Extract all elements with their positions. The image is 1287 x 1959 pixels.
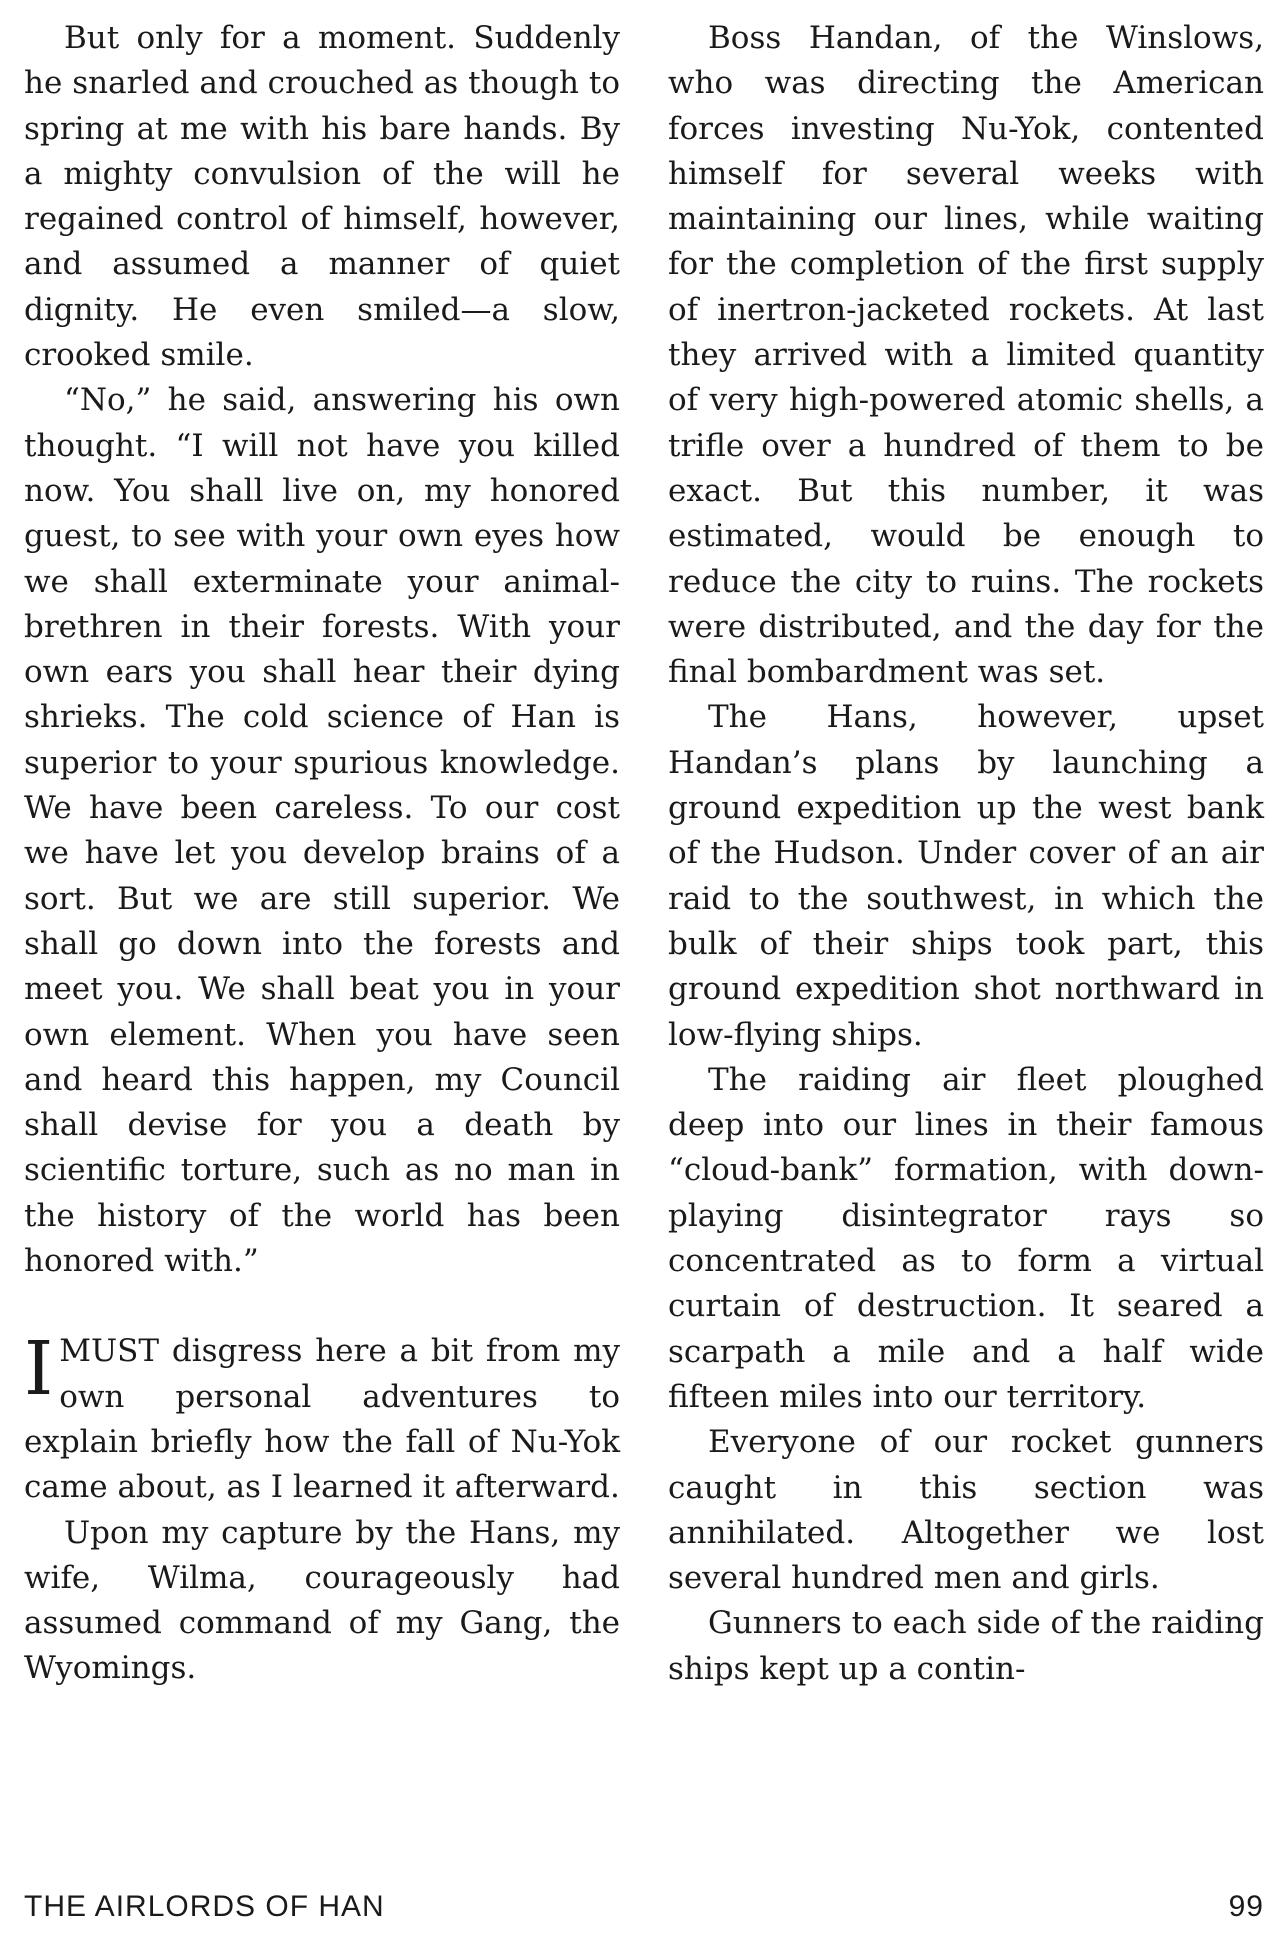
paragraph: The Hans, however, upset Handan’s plans by launching a ground expedition up the west bank of the Hudson. Under cover of an air raid to the southwest, in which the bulk of their ships took part, this ground expedition shot northward in low-flying ships. — [668, 699, 1264, 1053]
paragraph: Boss Handan, of the Winslows, who was directing the American forces investing Nu-Yok, contented himself for several weeks with maintaining our lines, while waiting for the completion of the first supply of inertron-jacketed rockets. At last they arrived with a limited quantity of very high-powered atomic shells, a trifle over a hundred of them to be exact. But this number, it was estimated, would be enough to reduce the city to ruins. The rockets were distributed, and the day for the final bombardment was set. — [668, 20, 1264, 691]
page-footer — [24, 1890, 1264, 1936]
paragraph-text: MUST disgress here a bit from my own personal adventures to explain briefly how the fall of Nu-Yok came about, as I learned it afterward. — [24, 1333, 620, 1506]
paragraph: “No,” he said, answering his own thought. “I will not have you killed now. You shall live on, my honored guest, to see with your own eyes how we shall exterminate your animal-brethren in their forests. With your own ears you shall hear their dying shrieks. The cold science of Han is superior to your spurious knowledge. We have been careless. To our cost we have let you develop brains of a sort. But we are still superior. We shall go down into the forests and meet you. We shall beat you in your own element. When you have seen and heard this happen, my Council shall devise for you a death by scientific torture, such as no man in the history of the world has been honored with.” — [24, 382, 620, 1280]
drop-cap: I — [24, 1326, 54, 1413]
section-opening-paragraph — [24, 1326, 620, 1510]
page-number: 99 — [1228, 1890, 1264, 1923]
paragraph: Everyone of our rocket gunners caught in this section was annihilated. Altogether we lost several hundred men and girls. — [668, 1424, 1264, 1597]
paragraph: But only for a moment. Suddenly he snarled and crouched as though to spring at me with his bare hands. By a mighty convulsion of the will he regained control of himself, however, and assumed a manner of quiet dignity. He even smiled—a slow, crooked smile. — [24, 20, 620, 374]
right-column — [668, 16, 1264, 1692]
left-column — [24, 16, 620, 1692]
paragraph: Upon my capture by the Hans, my wife, Wilma, courageously had assumed command of my Gang, the Wyomings. — [24, 1514, 620, 1687]
section-break — [24, 1284, 620, 1329]
running-title: THE AIRLORDS OF HAN — [24, 1890, 385, 1923]
paragraph: The raiding air fleet ploughed deep into our lines in their famous “cloud-bank” formation, with down-playing disintegrator rays so concentrated as to form a virtual curtain of destruction. It seared a scarpath a mile and a half wide fifteen miles into our territory. — [668, 1061, 1264, 1415]
paragraph: Gunners to each side of the raiding ships kept up a contin- — [668, 1605, 1264, 1687]
